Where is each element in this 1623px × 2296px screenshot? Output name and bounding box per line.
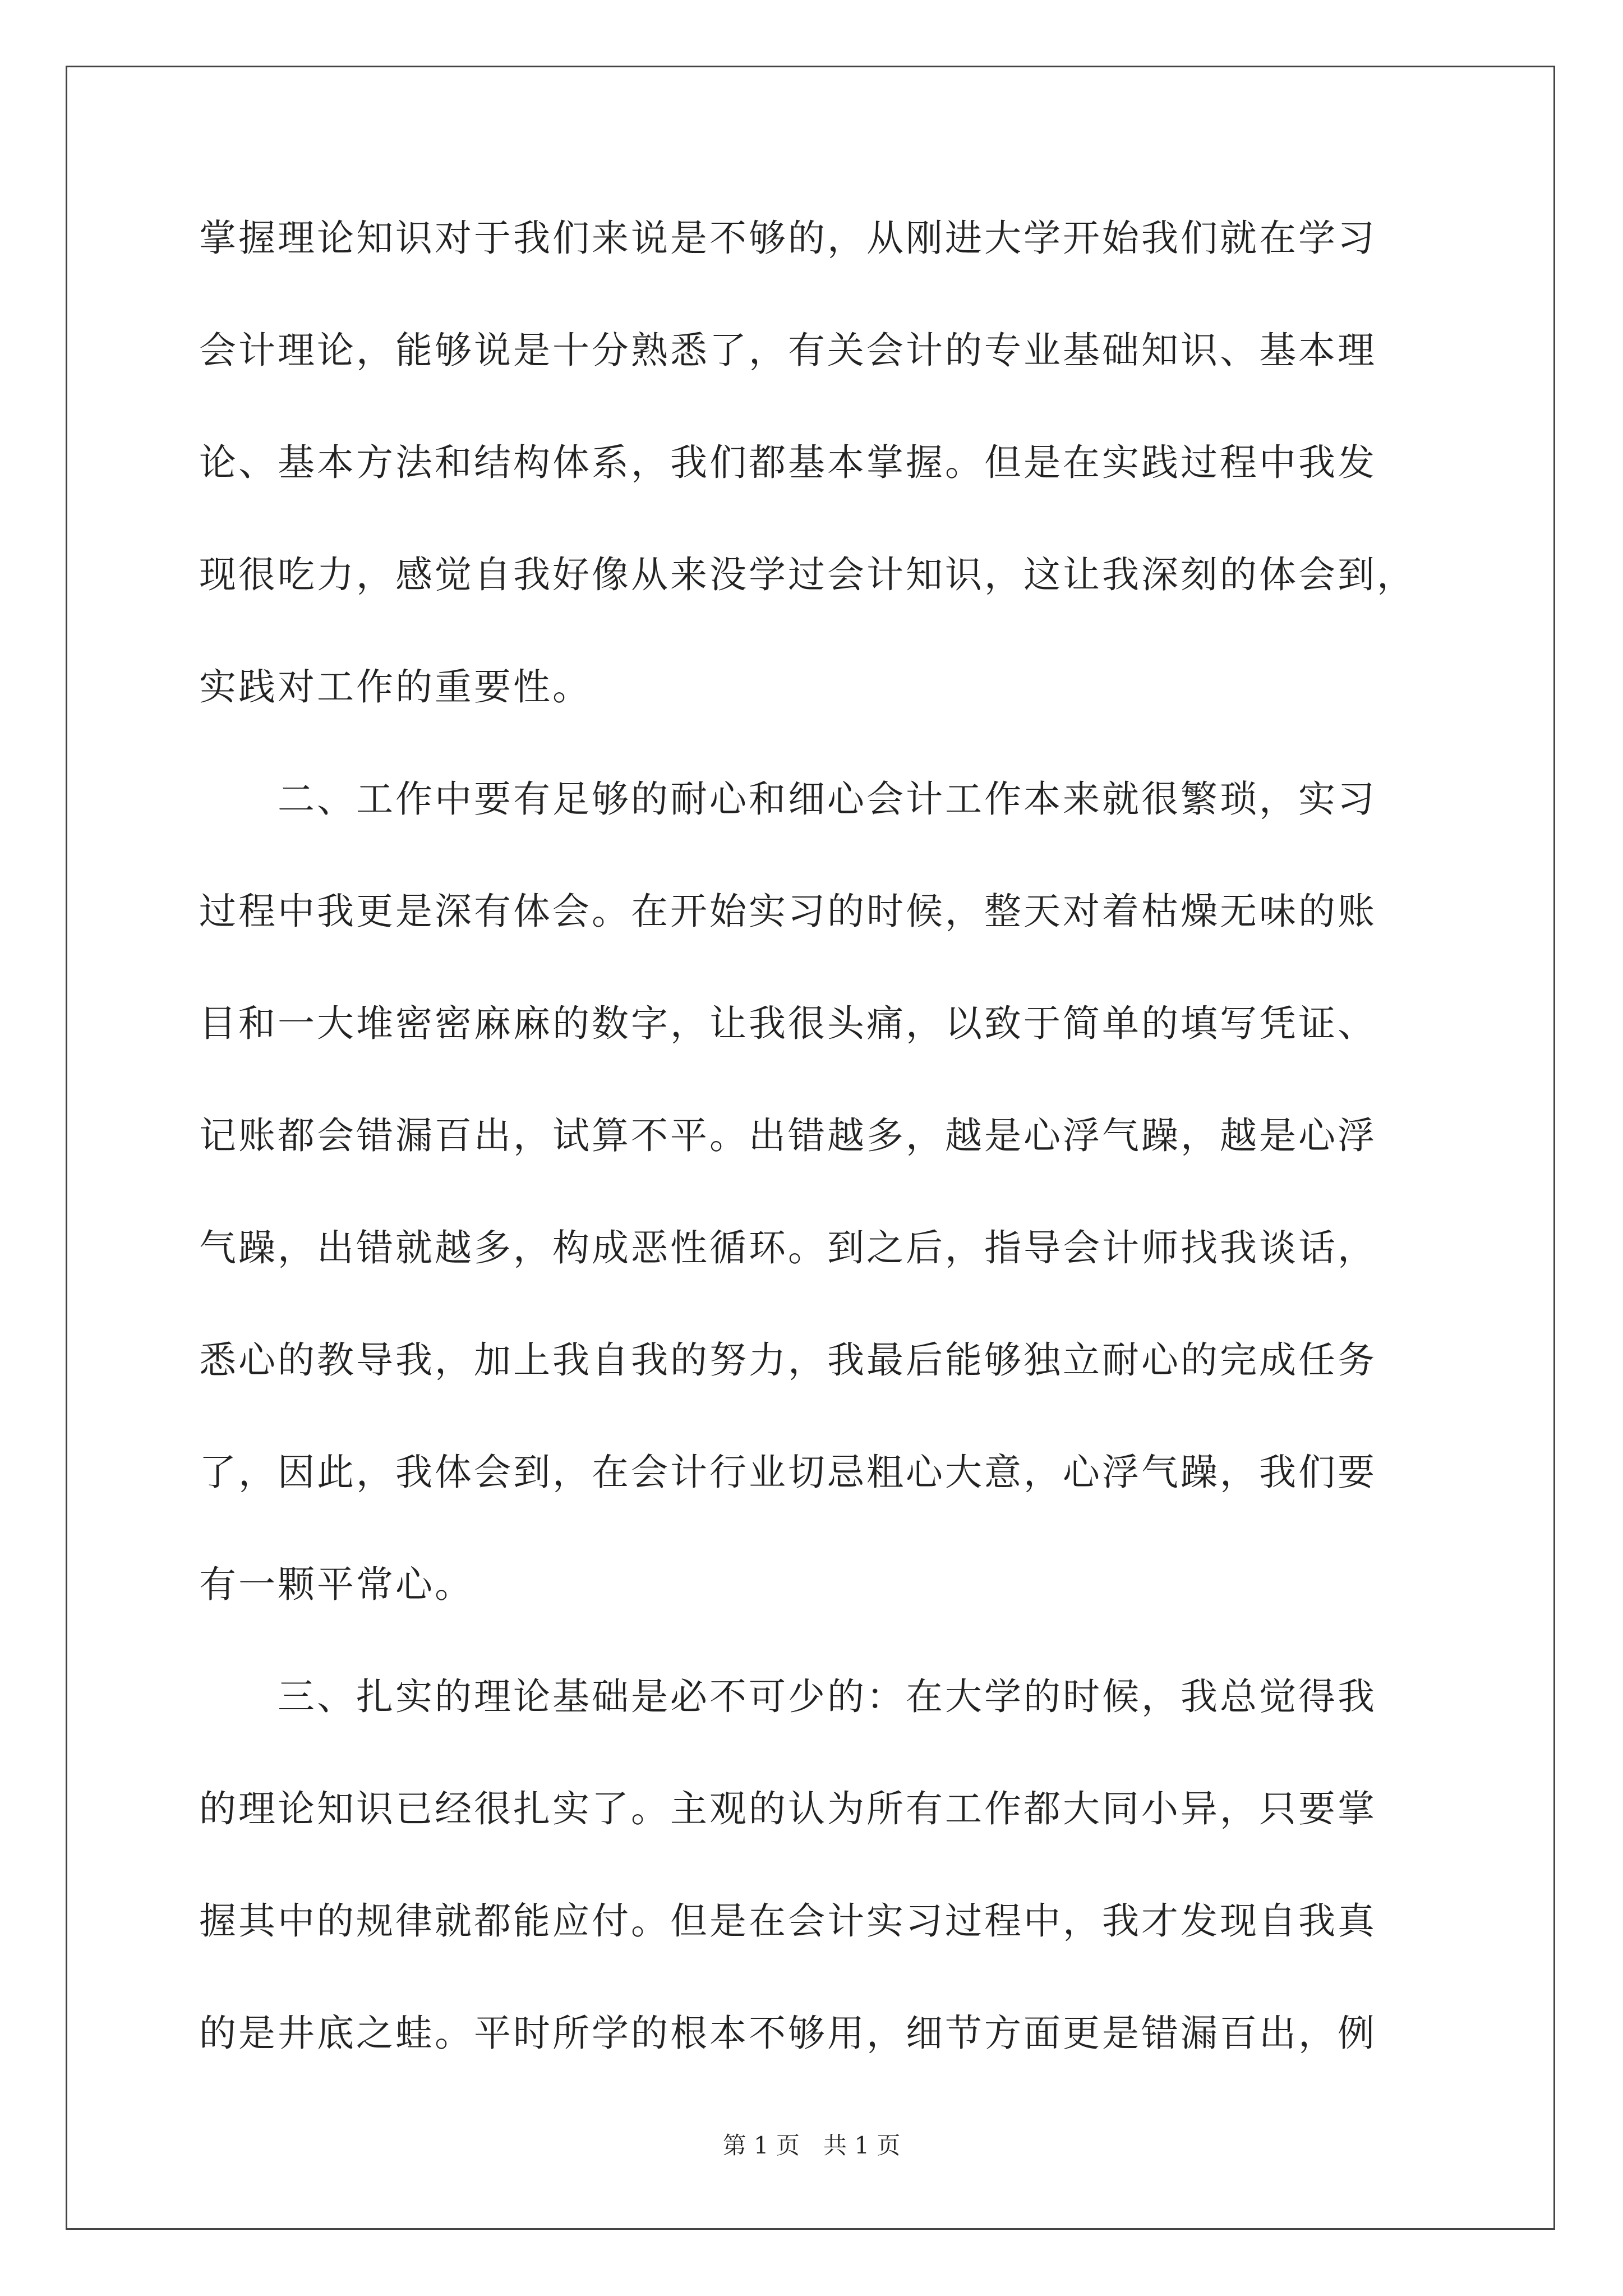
text-line: 的是井底之蛙。平时所学的根本不够用，细节方面更是错漏百出，例 <box>199 2012 1377 2055</box>
text-line: 气躁，出错就越多，构成恶性循环。到之后，指导会计师找我谈话， <box>199 1226 1377 1269</box>
text-line: 现很吃力，感觉自我好像从来没学过会计知识，这让我深刻的体会到， <box>199 553 1416 596</box>
document-body <box>199 208 1455 2115</box>
text-line: 了，因此，我体会到，在会计行业切忌粗心大意，心浮气躁，我们要 <box>199 1451 1377 1494</box>
text-line: 过程中我更是深有体会。在开始实习的时候，整天对着枯燥无味的账 <box>199 890 1377 933</box>
text-line: 会计理论，能够说是十分熟悉了，有关会计的专业基础知识、基本理 <box>199 329 1377 372</box>
text-line: 记账都会错漏百出，试算不平。出错越多，越是心浮气躁，越是心浮 <box>199 1114 1377 1157</box>
text-line: 目和一大堆密密麻麻的数字，让我很头痛，以致于简单的填写凭证、 <box>199 1002 1377 1045</box>
text-line: 实践对工作的重要性。 <box>199 665 592 708</box>
text-line: 三、扎实的理论基础是必不可少的：在大学的时候，我总觉得我 <box>199 1675 1377 1718</box>
text-line: 有一颗平常心。 <box>199 1563 474 1606</box>
text-line: 悉心的教导我，加上我自我的努力，我最后能够独立耐心的完成任务 <box>199 1338 1377 1382</box>
text-line: 二、工作中要有足够的耐心和细心会计工作本来就很繁琐，实习 <box>199 777 1377 821</box>
page-footer: 第 1 页 共 1 页 <box>722 2132 901 2159</box>
text-line: 的理论知识已经很扎实了。主观的认为所有工作都大同小异，只要掌 <box>199 1787 1377 1830</box>
text-line: 掌握理论知识对于我们来说是不够的，从刚进大学开始我们就在学习 <box>199 217 1377 260</box>
text-line: 握其中的规律就都能应付。但是在会计实习过程中，我才发现自我真 <box>199 1899 1377 1943</box>
text-line: 论、基本方法和结构体系，我们都基本掌握。但是在实践过程中我发 <box>199 441 1377 484</box>
